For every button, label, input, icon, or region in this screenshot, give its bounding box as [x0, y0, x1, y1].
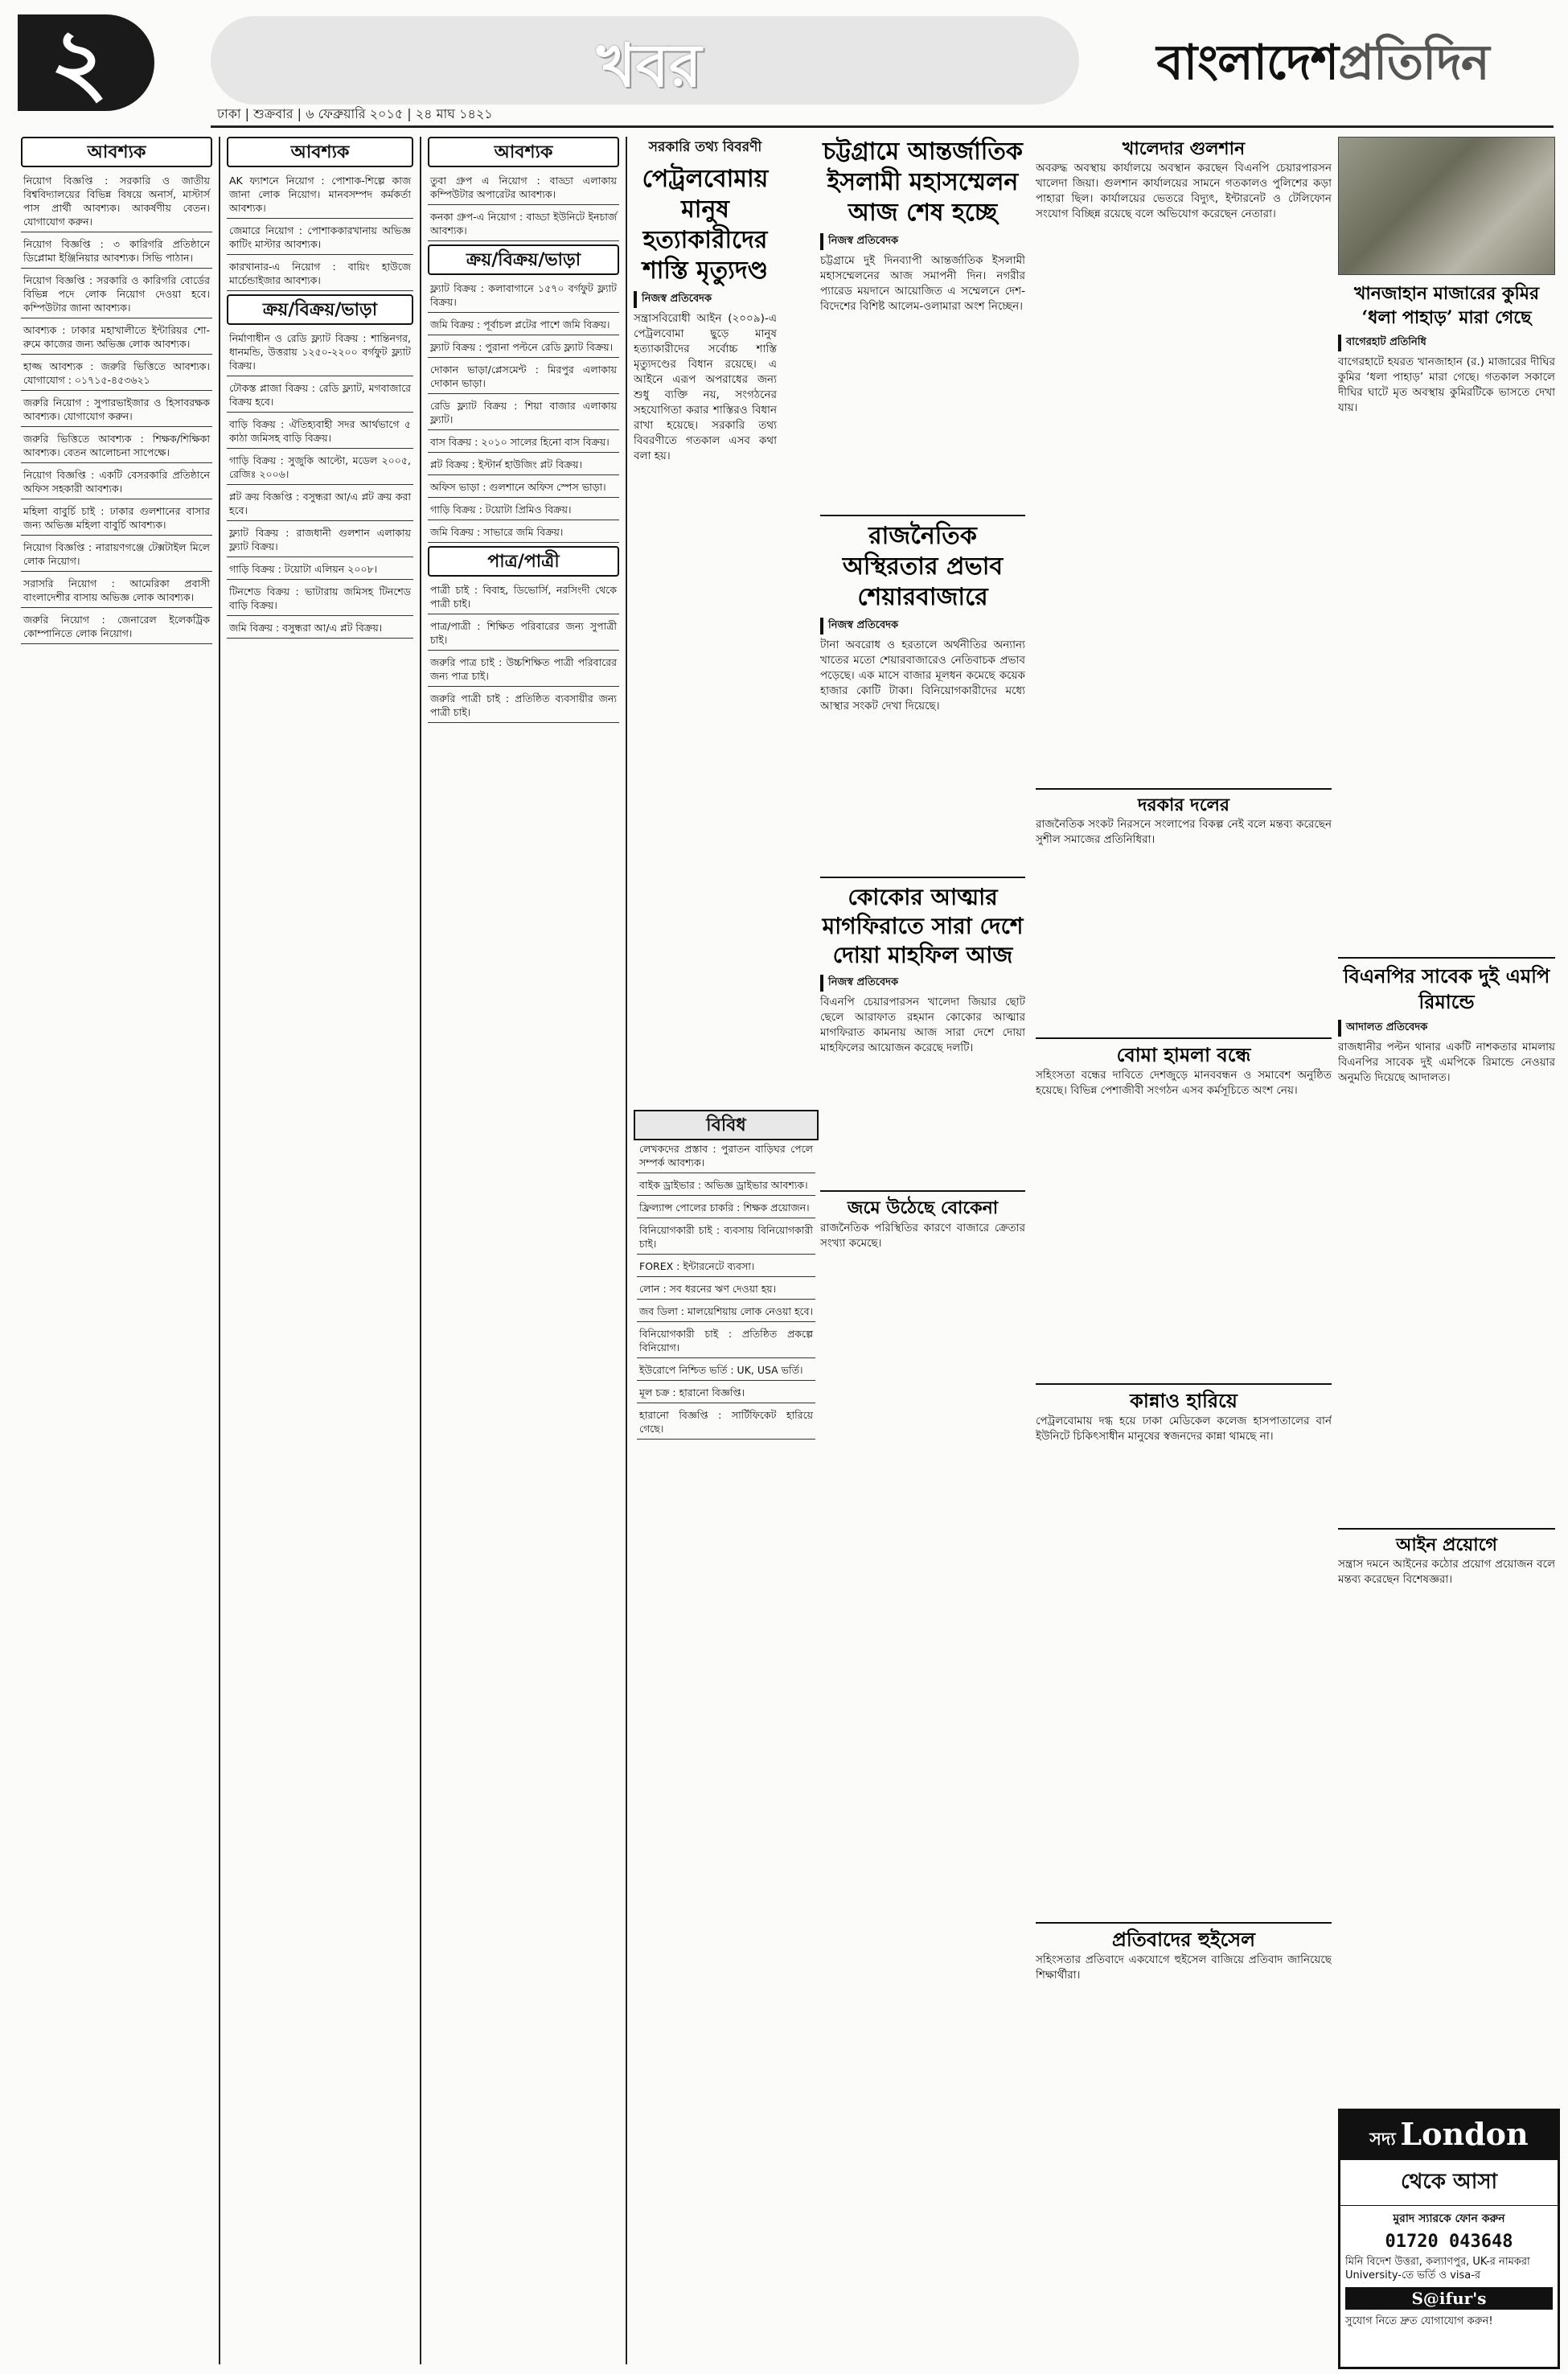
- classified-ad: হাজ্জ আবশ্যক : জরুরি ভিত্তিতে আবশ্যক। যোগাযোগ : ০১৭১৫-৪৫৩৬২১: [21, 358, 212, 391]
- story-kicker: সরকারি তথ্য বিবরণী: [648, 139, 762, 155]
- classified-ad: বাড়ি বিক্রয় : ঐতিহ্যবাহী সদর আর্থভাগে ৫ কাঠা জমিসহ বাড়ি বিক্রয়।: [227, 416, 413, 449]
- classified-ad: জব ডিলা : মালয়েশিয়ায় লোক নেওয়া হবে।: [637, 1303, 815, 1322]
- divider: [1036, 788, 1332, 790]
- masthead: [0, 0, 1568, 129]
- classified-ad: বাইক ড্রাইভার : অভিজ্ঞ ড্রাইভার আবশ্যক।: [637, 1177, 815, 1196]
- story-bomb-stop: [1036, 1037, 1332, 1375]
- story-body: সহিংসতা বন্ধের দাবিতে দেশজুড়ে মানববন্ধন ও সমাবেশ অনুষ্ঠিত হয়েছে। বিভিন্ন পেশাজীবী সংগঠন এসব কর্মসূচিতে অংশ নেয়।: [1036, 1069, 1332, 1097]
- story-headline: দরকার দলের: [1137, 795, 1230, 815]
- classified-ad: প্লট ক্রয় বিজ্ঞপ্তি : বসুন্ধরা আ/এ প্লট ক্রয় করা হবে।: [227, 488, 413, 521]
- classified-ad: নিয়োগ বিজ্ঞপ্তি : সরকারি ও কারিগরি বোর্ডের বিভিন্ন পদে লোক নিয়োগ দেওয়া হবে। কম্পিউটার জানা আবশ্যক।: [21, 272, 212, 318]
- section-heading: ক্রয়/বিক্রয়/ভাড়া: [227, 294, 413, 325]
- story-bnp-remand: [1338, 957, 1555, 1520]
- classified-column-2: [224, 137, 417, 2364]
- story-body: অবরুদ্ধ অবস্থায় কার্যালয়ে অবস্থান করছেন বিএনপি চেয়ারপারসন খালেদা জিয়া। গুলশান কার্যালয়ের সামনে গতকালও পুলিশের কড়া পাহারা ছিল। কার্যালয়ের ভেতরে বিদ্যুৎ, ইন্টারনেট ও টেলিফোন সংযোগ বিচ্ছিন্ন রয়েছে বলে অভিযোগ করেছেন নেতারা।: [1036, 162, 1332, 220]
- classified-ad: মূল চক্র : হারানো বিজ্ঞপ্তি।: [637, 1384, 815, 1403]
- london-ad-line1: সদ্য: [1369, 2130, 1396, 2150]
- classified-ad: পাত্র/পাত্রী : শিক্ষিত পরিবারের জন্য সুপাত্রী চাই।: [428, 618, 619, 651]
- classified-ad: জরুরি নিয়োগ : জেনারেল ইলেকট্রিক কোম্পানিতে লোক নিয়োগ।: [21, 611, 212, 644]
- section-heading: আবশ্যক: [428, 137, 619, 167]
- london-ad-line6: সুযোগ নিতে দ্রুত যোগাযোগ করুন!: [1345, 2315, 1493, 2327]
- divider: [820, 515, 1025, 516]
- story-koko: [820, 877, 1025, 1182]
- story-body: টানা অবরোধ ও হরতালে অর্থনীতির অন্যান্য খাতের মতো শেয়ারবাজারেও নেতিবাচক প্রভাব পড়েছে। এক মাসে বাজার মূলধন কমেছে কয়েক হাজার কোটি টাকা। বিনিয়োগকারীদের মধ্যে আস্থার সংকট দেখা দিয়েছে।: [820, 639, 1025, 713]
- classified-column-1: [18, 137, 215, 2364]
- classified-ad: জেমারে নিয়োগ : পোশাককারখানায় অভিজ্ঞ কাটিং মাস্টার আবশ্যক।: [227, 222, 413, 255]
- story-byline: নিজস্ব প্রতিবেদক: [634, 291, 777, 308]
- classified-ad: ফ্ল্যাট বিক্রয় : রাজধানী গুলশান এলাকায় ফ্ল্যাট বিক্রয়।: [227, 524, 413, 557]
- section-heading: আবশ্যক: [21, 137, 212, 167]
- story-body: সন্ত্রাসবিরোধী আইন (২০০৯)-এ পেট্রলবোমা ছুড়ে মানুষ হত্যাকারীদের সর্বোচ্চ শাস্তি মৃত্যুদণ্ডের বিধান রয়েছে। এ আইনে এরূপ অপরাধের জন্য শুধু ব্যক্তি নয়, সংগঠনের সহযোগিতা করার শাস্তিরও বিধান রাখা হয়েছে। সরকারি তথ্য বিবরণীতে গতকাল এসব কথা বলা হয়।: [634, 312, 777, 462]
- london-ad-line4: মুরাদ স্যারকে ফোন করুন: [1340, 2205, 1558, 2228]
- classified-ad: নির্মাণাধীন ও রেডি ফ্ল্যাট বিক্রয় : শান্তিনগর, ধানমন্ডি, উত্তরায় ১২৫০-২২০০ বর্গফুট ফ্ল্যাট বিক্রয়।: [227, 330, 413, 376]
- classified-ad: ফ্ল্যাট বিক্রয় : কলাবাগানে ১৫৭০ বর্গফুট ফ্ল্যাট বিক্রয়।: [428, 280, 619, 313]
- story-headline: বিএনপির সাবেক দুই এমপি রিমান্ডে: [1343, 964, 1550, 1013]
- story-headline: খানজাহান মাজারের কুমির ‘ধলা পাহাড়’ মারা গেছে: [1353, 283, 1540, 328]
- classified-ad: টিনশেড বিক্রয় : ভাটারায় জমিসহ টিনশেড বাড়ি বিক্রয়।: [227, 583, 413, 616]
- classified-ad: দোকান ভাড়া/প্লেসমেন্ট : মিরপুর এলাকায় দোকান ভাড়া।: [428, 361, 619, 394]
- divider: [820, 1190, 1025, 1192]
- story-kanna: [1036, 1383, 1332, 1914]
- classified-ad: সরাসরি নিয়োগ : আমেরিকা প্রবাসী বাংলাদেশীর বাসায় অভিজ্ঞ লোক আবশ্যক।: [21, 575, 212, 608]
- classified-ad: কারখানার-এ নিয়োগ : বায়িং হাউজে মার্চেন্ডাইজার আবশ্যক।: [227, 258, 413, 291]
- story-dialogue: [1036, 788, 1332, 1029]
- divider: [1036, 1922, 1332, 1924]
- story-khaleda: [1036, 137, 1332, 780]
- section-heading: বিবিধ: [634, 1110, 819, 1140]
- classified-ad: জরুরি পাত্রী চাই : প্রতিষ্ঠিত ব্যবসায়ীর জন্য পাত্রী চাই।: [428, 690, 619, 723]
- page-number: ২: [50, 9, 109, 114]
- london-ad-banner: [1340, 2111, 1558, 2160]
- classified-ad: ফ্ল্যাট বিক্রয় : পুরানা পল্টনে রেডি ফ্ল্যাট বিক্রয়।: [428, 339, 619, 358]
- story-headline: বোমা হামলা বন্ধে: [1116, 1043, 1251, 1066]
- london-ad-line2: London: [1400, 2116, 1529, 2152]
- column-rule: [626, 137, 627, 2364]
- story-headline: জমে উঠেছে বোকেনা: [847, 1197, 999, 1218]
- story-crocodile: [1338, 137, 1555, 949]
- classified-ad: রেডি ফ্ল্যাট বিক্রয় : শিয়া বাজার এলাকায় ফ্ল্যাট।: [428, 397, 619, 430]
- classified-ad: জরুরি নিয়োগ : সুপারভাইজার ও হিসাবরক্ষক আবশ্যক। যোগাযোগ করুন।: [21, 394, 212, 427]
- page-number-disc: [18, 9, 154, 114]
- story-market: [820, 1190, 1025, 1431]
- classified-ad: জমি বিক্রয় : বসুন্ধরা আ/এ প্লট বিক্রয়।: [227, 619, 413, 639]
- classified-ad: বিনিয়োগকারী চাই : ব্যবসায় বিনিয়োগকারী চাই।: [637, 1222, 815, 1255]
- story-whistle: [1036, 1922, 1332, 2364]
- section-heading: পাত্র/পাত্রী: [428, 546, 619, 577]
- classified-ad: তুবা গ্রুপ এ নিয়োগ : বাড্ডা এলাকায় কম্পিউটার অপারেটর আবশ্যক।: [428, 172, 619, 205]
- story-headline: পেট্রলবোমায় মানুষ হত্যাকারীদের শাস্তি মৃত্যুদণ্ড: [642, 165, 769, 285]
- classified-ad: নিয়োগ বিজ্ঞপ্তি : সরকারি ও জাতীয় বিশ্ববিদ্যালয়ের বিভিন্ন বিষয়ে অনার্স, মাস্টার্স পাস প্রার্থী আবশ্যক। আকর্ষণীয় বেতন। যোগাযোগ করুন।: [21, 172, 212, 232]
- section-title: খবর: [597, 31, 702, 101]
- column-rule: [219, 137, 220, 2364]
- logo-main: বাংলাদেশ: [1156, 35, 1339, 91]
- story-headline: আইন প্রয়োগে: [1396, 1534, 1497, 1555]
- classified-ad: কনকা গ্রুপ-এ নিয়োগ : বাড্ডা ইউনিটে ইনচার্জ আবশ্যক।: [428, 208, 619, 241]
- dateline: ঢাকা | শুক্রবার | ৬ ফেব্রুয়ারি ২০১৫ | ২৪ মাঘ ১৪২১: [217, 106, 493, 121]
- logo-second: প্রতিদিন: [1338, 35, 1489, 91]
- story-byline: আদালত প্রতিবেদক: [1338, 1020, 1555, 1037]
- story-byline: বাগেরহাট প্রতিনিধি: [1338, 335, 1555, 351]
- divider: [1338, 1528, 1555, 1530]
- classified-ad: লেখকদের প্রস্তাব : পুরাতন বাড়িঘর পেলে সম্পর্ক আবশ্যক।: [637, 1140, 815, 1173]
- classified-ad: লোন : সব ধরনের ঋণ দেওয়া হয়।: [637, 1280, 815, 1300]
- classified-ad: বাস বিক্রয় : ২০১০ সালের হিনো বাস বিক্রয়।: [428, 433, 619, 453]
- classified-column-3: [425, 137, 622, 2364]
- story-body: রাজধানীর পল্টন থানার একটি নাশকতার মামলায় বিএনপির সাবেক দুই এমপিকে রিমান্ডে নেওয়ার অনুমতি দিয়েছে আদালত।: [1338, 1041, 1555, 1084]
- classified-ad: গাড়ি বিক্রয় : সুজুকি আল্টো, মডেল ২০০৫, রেজিঃ ২০০৬।: [227, 452, 413, 485]
- story-body: রাজনৈতিক পরিস্থিতির কারণে বাজারে ক্রেতার সংখ্যা কমেছে।: [820, 1222, 1025, 1250]
- classified-ad: গাড়ি বিক্রয় : টয়োটা এলিয়ন ২০০৮।: [227, 561, 413, 580]
- classified-ad: পাত্রী চাই : বিবাহ, ডিভোর্সি, নরসিংদী থেকে পাত্রী চাই।: [428, 581, 619, 614]
- classified-ad: নিয়োগ বিজ্ঞপ্তি : নারায়ণগঞ্জে টেক্সটাইল মিলে লোক নিয়োগ।: [21, 539, 212, 572]
- classified-ad: FOREX : ইন্টারনেটে ব্যবসা।: [637, 1258, 815, 1277]
- story-body: চট্টগ্রামে দুই দিনব্যাপী আন্তর্জাতিক ইসলামী মহাসম্মেলনের আজ সমাপনী দিন। নগরীর প্যারেড ময়দানে আয়োজিত এ সম্মেলনে দেশ-বিদেশের বিশিষ্ট আলেম-ওলামারা অংশ নিচ্ছেন।: [820, 254, 1025, 313]
- classified-ad: আবশ্যক : ঢাকার মহাখালীতে ইন্টারিয়র শো-রুমে কাজের জন্য অভিজ্ঞ লোক আবশ্যক।: [21, 322, 212, 355]
- story-headline: কান্নাও হারিয়ে: [1130, 1389, 1238, 1412]
- divider: [1036, 1383, 1332, 1385]
- story-body: রাজনৈতিক সংকট নিরসনে সংলাপের বিকল্প নেই বলে মন্তব্য করেছেন সুশীল সমাজের প্রতিনিধিরা।: [1036, 818, 1332, 846]
- story-headline: চট্টগ্রামে আন্তর্জাতিক ইসলামী মহাসম্মেলন আজ শেষ হচ্ছে: [823, 138, 1023, 227]
- classified-ad: ঢৌকস্ত প্লাজা বিক্রয় : রেডি ফ্ল্যাট, মগবাজারে বিক্রয় হবে।: [227, 380, 413, 413]
- classified-ad: বিনিয়োগকারী চাই : প্রতিষ্ঠিত প্রকল্পে বিনিয়োগ।: [637, 1325, 815, 1358]
- london-ad-line3: থেকে আসা: [1400, 2170, 1498, 2194]
- masthead-rule: [211, 125, 1554, 128]
- column-rule: [420, 137, 421, 2364]
- divider: [1338, 957, 1555, 959]
- london-ad-phone: 01720 043648: [1385, 2232, 1513, 2252]
- section-heading: আবশ্যক: [227, 137, 413, 167]
- story-body: বিএনপি চেয়ারপারসন খালেদা জিয়ার ছোট ছেলে আরাফাত রহমান কোকোর আত্মার মাগফিরাত কামনায় আজ সারা দেশে দোয়া মাহফিলের আয়োজন করেছে দলটি।: [820, 996, 1025, 1054]
- story-body: সন্ত্রাস দমনে আইনের কঠোর প্রয়োগ প্রয়োজন বলে মন্তব্য করেছেন বিশেষজ্ঞরা।: [1338, 1558, 1555, 1586]
- story-headline: কোকোর আত্মার মাগফিরাতে সারা দেশে দোয়া মাহফিল আজ: [822, 884, 1024, 968]
- london-ad-line5: মিনি বিদেশ উত্তরা, কল্যাণপুর, UK-র নামকরা University-তে ভর্তি ও visa-র: [1345, 2256, 1530, 2282]
- classified-ad: মহিলা বাবুর্চি চাই : ঢাকার গুলশানের বাসার জন্য অভিজ্ঞ মহিলা বাবুর্চি আবশ্যক।: [21, 503, 212, 536]
- story-body: বাগেরহাটে হযরত খানজাহান (র.) মাজারের দীঘির কুমির ‘ধলা পাহাড়’ মারা গেছে। গতকাল সকালে দীঘির ঘাটে মৃত অবস্থায় কুমিরটিকে ভাসতে দেখা যায়।: [1338, 355, 1555, 414]
- story-headline: প্রতিবাদের হুইসেল: [1111, 1928, 1256, 1951]
- classified-ad: জমি বিক্রয় : পূর্বাচল প্লটের পাশে জমি বিক্রয়।: [428, 316, 619, 335]
- classified-ad: নিয়োগ বিজ্ঞপ্তি : ৩ কারিগরি প্রতিষ্ঠানে ডিপ্লোমা ইঞ্জিনিয়ার আবশ্যক। সিভি পাঠান।: [21, 236, 212, 269]
- story-body: পেট্রলবোমায় দগ্ধ হয়ে ঢাকা মেডিকেল কলেজ হাসপাতালের বার্ন ইউনিটে চিকিৎসাধীন মানুষের স্বজনদের কান্না থামছে না।: [1036, 1415, 1332, 1443]
- divider: [820, 877, 1025, 878]
- story-share-market: [820, 515, 1025, 869]
- story-headline: রাজনৈতিক অস্থিরতার প্রভাব শেয়ারবাজারে: [842, 522, 1004, 611]
- london-ad-brand: S@ifur's: [1345, 2287, 1553, 2310]
- classified-ad: হারানো বিজ্ঞপ্তি : সার্টিফিকেট হারিয়ে গেছে।: [637, 1407, 815, 1440]
- classified-ad: গাড়ি বিক্রয় : টয়োটা প্রিমিও বিক্রয়।: [428, 501, 619, 520]
- crocodile-photo: [1338, 137, 1555, 275]
- classified-ad: নিয়োগ বিজ্ঞপ্তি : একটি বেসরকারি প্রতিষ্ঠানে অফিস সহকারী আবশ্যক।: [21, 466, 212, 499]
- classified-ad: জরুরি পাত্র চাই : উচ্চশিক্ষিত পাত্রী পরিবারের জন্য পাত্র চাই।: [428, 654, 619, 687]
- story-petrol-bomb: [634, 137, 777, 1118]
- classified-ad: জরুরি ভিত্তিতে আবশ্যক : শিক্ষক/শিক্ষিকা আবশ্যক। বেতন আলোচনা সাপেক্ষে।: [21, 430, 212, 463]
- classified-ad: ইউরোপে নিশ্চিত ভর্তি : UK, USA ভর্তি।: [637, 1362, 815, 1381]
- story-headline: খালেদার গুলশান: [1122, 138, 1246, 159]
- story-law: [1338, 1528, 1555, 2099]
- story-byline: নিজস্ব প্রতিবেদক: [820, 975, 1025, 992]
- classified-ad: অফিস ভাড়া : গুলশানে অফিস স্পেস ভাড়া।: [428, 478, 619, 498]
- classified-ad: জমি বিক্রয় : সাভারে জমি বিক্রয়।: [428, 524, 619, 543]
- classified-ad: AK ফ্যাশনে নিয়োগ : পোশাক-শিল্পে কাজ জানা লোক নিয়োগ। মানবসম্পদ কর্মকর্তা আবশ্যক।: [227, 172, 413, 219]
- story-body: সহিংসতার প্রতিবাদে একযোগে হুইসেল বাজিয়ে প্রতিবাদ জানিয়েছে শিক্ষার্থীরা।: [1036, 1953, 1332, 1982]
- section-heading: ক্রয়/বিক্রয়/ভাড়া: [428, 244, 619, 275]
- bibidh-section: [634, 1110, 819, 2364]
- newspaper-logo: [1094, 23, 1552, 103]
- divider: [1036, 1037, 1332, 1039]
- story-byline: নিজস্ব প্রতিবেদক: [820, 618, 1025, 635]
- london-return-ad: [1338, 2109, 1560, 2369]
- story-byline: নিজস্ব প্রতিবেদক: [820, 233, 1025, 250]
- classified-ad: প্লট বিক্রয় : ইস্টার্ন হাউজিং প্লট বিক্রয়।: [428, 456, 619, 475]
- classified-ad: ফ্রিল্যান্স পোলের চাকরি : শিক্ষক প্রয়োজন।: [637, 1199, 815, 1218]
- story-chittagong: [820, 137, 1025, 507]
- section-banner: [211, 16, 1079, 105]
